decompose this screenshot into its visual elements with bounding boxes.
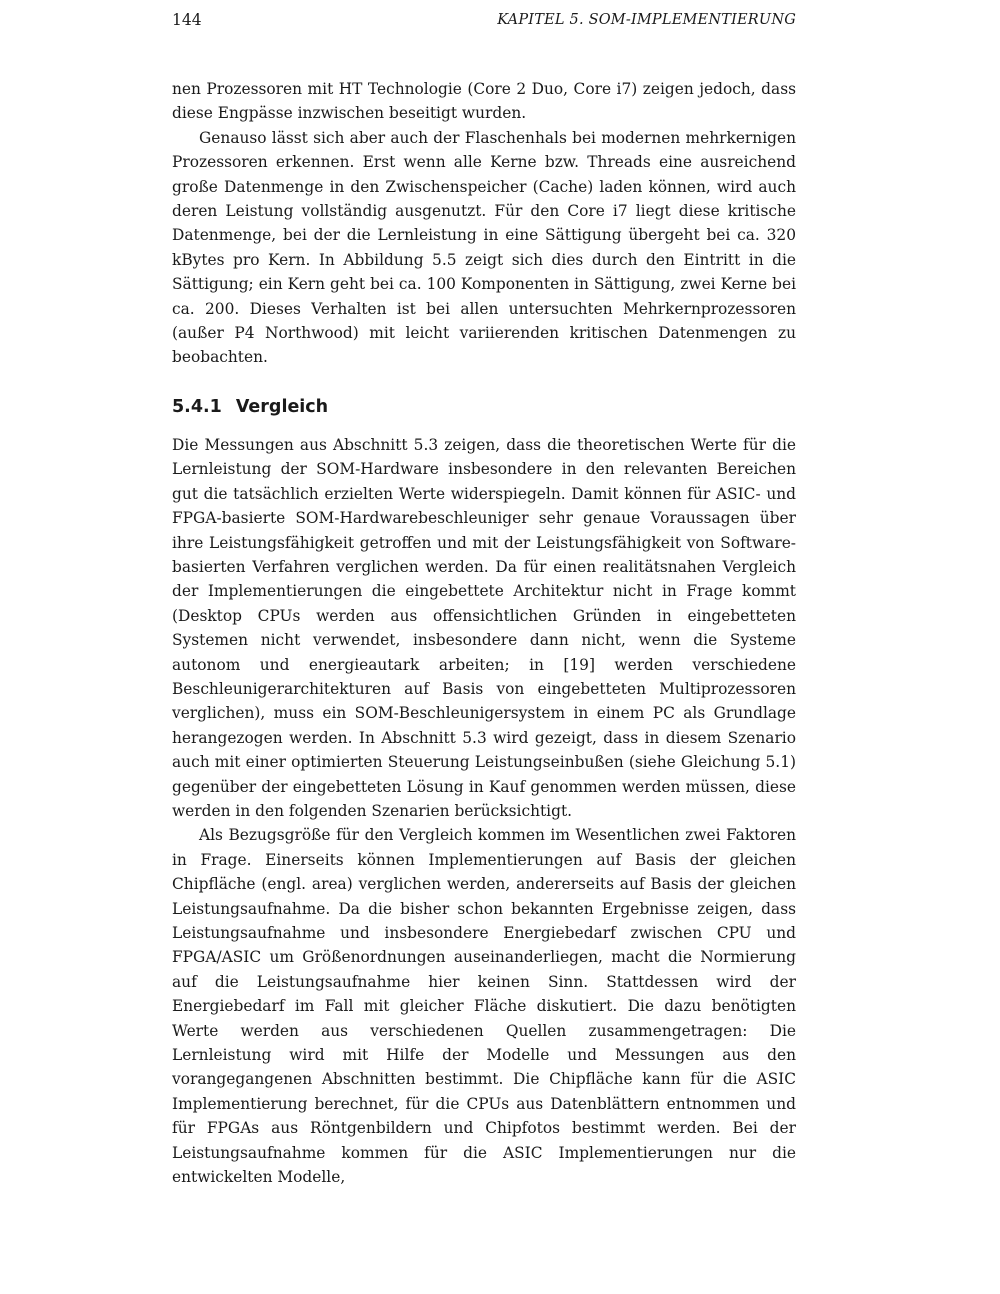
body-text [172, 77, 796, 1189]
running-header [172, 9, 796, 31]
paragraph: Die Messungen aus Abschnitt 5.3 zeigen, dass die theoretischen Werte für die Lernleistung der SOM-Hardware insbesondere in den relevanten Bereichen gut die tatsächlich erzielten Werte widerspiegeln. Damit können für ASIC- und FPGA-basierte SOM-Hardwarebeschleuniger sehr genaue Voraussagen über ihre Leistungsfähigkeit getroffen und mit der Leistungsfähigkeit von Software-basierten Verfahren verglichen werden. Da für einen realitätsnahen Vergleich der Implementierungen die eingebettete Architektur nicht in Frage kommt (Desktop CPUs werden aus offensichtlichen Gründen in eingebetteten Systemen nicht verwendet, insbesondere dann nicht, wenn die Systeme autonom und energieautark arbeiten; in [19] werden verschiedene Beschleunigerarchitekturen auf Basis von eingebetteten Multiprozessoren verglichen), muss ein SOM-Beschleunigersystem in einem PC als Grundlage herangezogen werden. In Abschnitt 5.3 wird gezeigt, dass in diesem Szenario auch mit einer optimierten Steuerung Leistungseinbußen (siehe Gleichung 5.1) gegenüber der eingebetteten Lösung in Kauf genommen werden müssen, diese werden in den folgenden Szenarien berücksichtigt. [172, 435, 796, 820]
paragraph: Als Bezugsgröße für den Vergleich kommen im Wesentlichen zwei Faktoren in Frage. Einerseits können Implementierungen auf Basis der gleichen Chipfläche (engl. area) verglichen werden, andererseits auf Basis der gleichen Leistungsaufnahme. Da die bisher schon bekannten Ergebnisse zeigen, dass Leistungsaufnahme und insbesondere Energiebedarf zwischen CPU und FPGA/ASIC um Größenordnungen auseinanderliegen, macht die Normierung auf die Leistungsaufnahme hier keinen Sinn. Stattdessen wird der Energiebedarf im Fall mit gleicher Fläche diskutiert. Die dazu benötigten Werte werden aus verschiedenen Quellen zusammengetragen: Die Lernleistung wird mit Hilfe der Modelle und Messungen aus den vorangegangenen Abschnitten bestimmt. Die Chipfläche kann für die ASIC Implementierung berechnet, für die CPUs aus Datenblättern entnommen und für FPGAs aus Röntgenbildern und Chipfotos bestimmt werden. Bei der Leistungsaufnahme kommen für die ASIC Implementierungen nur die entwickelten Modelle, [172, 826, 796, 1187]
paragraph: nen Prozessoren mit HT Technologie (Core 2 Duo, Core i7) zeigen jedoch, dass diese Engpässe inzwischen beseitigt wurden. [172, 80, 796, 123]
section-heading [172, 393, 796, 421]
chapter-title: KAPITEL 5. SOM-IMPLEMENTIERUNG [497, 12, 796, 28]
page-number: 144 [172, 11, 202, 29]
paragraph: Genauso lässt sich aber auch der Flaschenhals bei modernen mehrkernigen Prozessoren erkennen. Erst wenn alle Kerne bzw. Threads eine ausreichend große Datenmenge in den Zwischenspeicher (Cache) laden können, wird auch deren Leistung vollständig ausgenutzt. Für den Core i7 liegt diese kritische Datenmenge, bei der die Lernleistung in eine Sättigung übergeht bei ca. 320 kBytes pro Kern. In Abbildung 5.5 zeigt sich dies durch den Eintritt in die Sättigung; ein Kern geht bei ca. 100 Komponenten in Sättigung, zwei Kerne bei ca. 200. Dieses Verhalten ist bei allen untersuchten Mehrkernprozessoren (außer P4 Northwood) mit leicht variierenden kritischen Datenmengen zu beobachten. [172, 128, 796, 367]
section-number: 5.4.1 [172, 396, 222, 417]
section-title: Vergleich [235, 396, 329, 417]
